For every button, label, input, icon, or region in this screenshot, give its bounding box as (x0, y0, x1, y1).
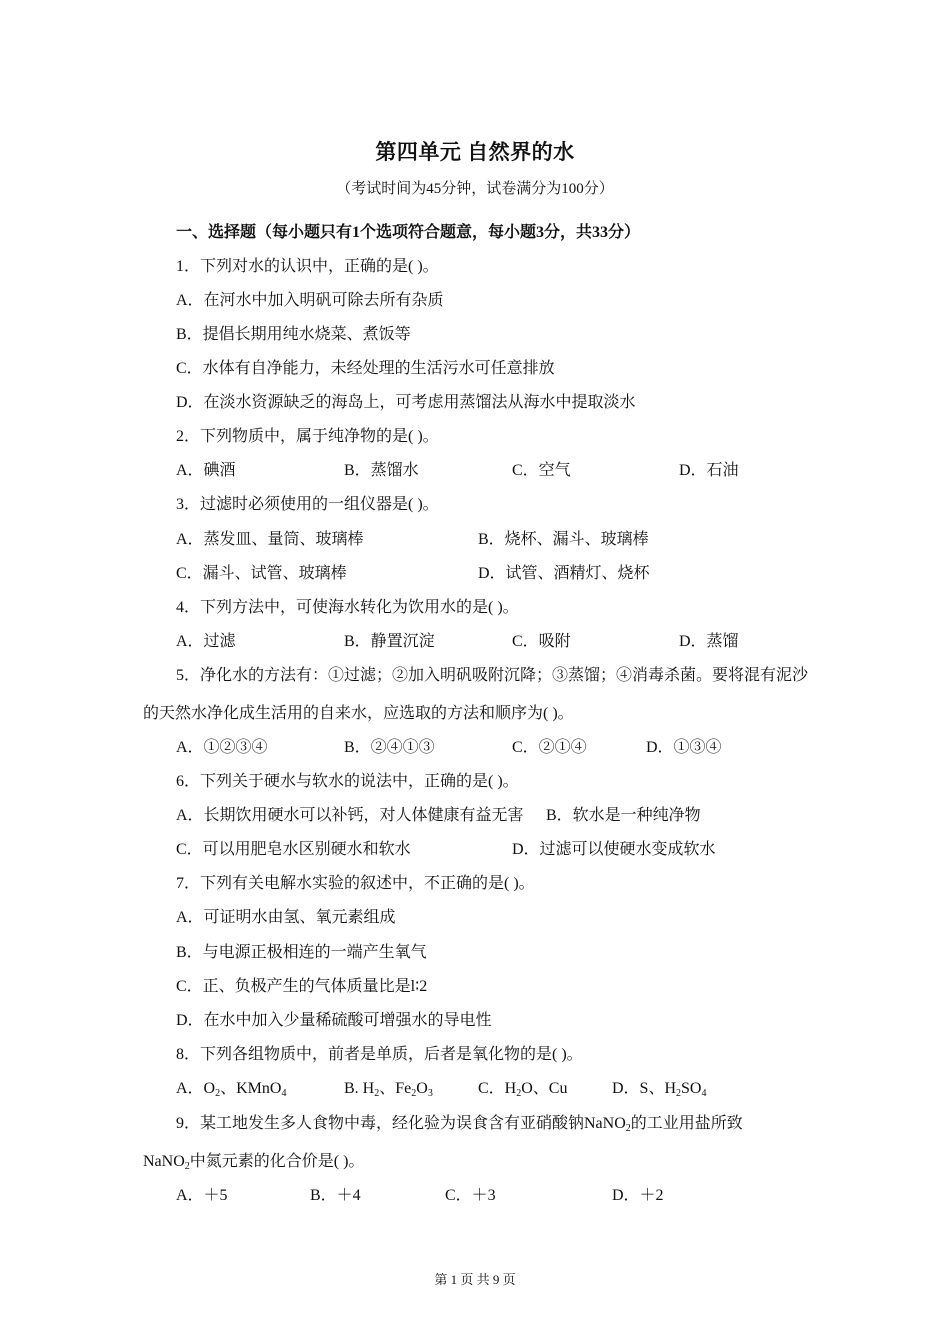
q6-option-c: C．可以用肥皂水区别硬水和软水 (176, 841, 411, 858)
q8-b-text-3: O (416, 1080, 428, 1097)
q9-option-b: B．＋4 (310, 1187, 361, 1204)
q9-text-3: NaNO (143, 1153, 185, 1170)
q7-option-c: C．正、负极产生的气体质量比是l∶2 (176, 978, 428, 995)
exam-info: （考试时间为45分钟，试卷满分为100分） (336, 181, 614, 197)
subscript: 3 (427, 1088, 433, 1099)
q8-d-text: D．S、H (612, 1080, 677, 1097)
question-5-line-2: 的天然水净化成生活用的自来水，应选取的方法和顺序为( )。 (143, 705, 574, 722)
subscript: 4 (281, 1088, 287, 1099)
q5-option-c: C．②①④ (512, 739, 587, 756)
q8-a-text: A．O (176, 1080, 216, 1097)
q8-option-a (176, 1078, 286, 1100)
q8-b-text: B. H (344, 1080, 375, 1097)
q8-a-text-2: 、KMnO (220, 1080, 282, 1097)
question-4: 4．下列方法中，可使海水转化为饮用水的是( )。 (176, 599, 519, 616)
subscript: 4 (701, 1088, 707, 1099)
question-9-line-2 (143, 1151, 364, 1173)
q9-text: 9．某工地发生多人食物中毒，经化验为误食含有亚硝酸钠NaNO (176, 1115, 626, 1132)
question-7: 7．下列有关电解水实验的叙述中，不正确的是( )。 (176, 875, 535, 892)
q3-option-a: A．蒸发皿、量筒、玻璃棒 (176, 531, 364, 548)
q5-option-b: B．②④①③ (344, 739, 435, 756)
question-8: 8．下列各组物质中，前者是单质，后者是氧化物的是( )。 (176, 1046, 583, 1063)
q7-option-b: B．与电源正极相连的一端产生氧气 (176, 944, 427, 961)
q8-c-text: C．H (478, 1080, 517, 1097)
q2-option-c: C．空气 (512, 462, 571, 479)
question-1: 1．下列对水的认识中，正确的是( )。 (176, 258, 439, 275)
question-9-line-1 (176, 1113, 743, 1135)
question-5-line-1: 5．净化水的方法有：①过滤；②加入明矾吸附沉降；③蒸馏；④消毒杀菌。要将混有泥沙 (176, 667, 809, 684)
q4-option-a: A．过滤 (176, 633, 236, 650)
q2-option-a: A．碘酒 (176, 462, 236, 479)
q4-option-b: B．静置沉淀 (344, 633, 435, 650)
q3-option-d: D．试管、酒精灯、烧杯 (478, 565, 650, 582)
q1-option-c: C．水体有自净能力，未经处理的生活污水可任意排放 (176, 360, 555, 377)
q9-option-c: C．＋3 (445, 1187, 496, 1204)
q1-option-d: D．在淡水资源缺乏的海岛上，可考虑用蒸馏法从海水中提取淡水 (176, 394, 636, 411)
q8-option-c (478, 1078, 567, 1100)
q3-option-b: B．烧杯、漏斗、玻璃棒 (478, 531, 649, 548)
q8-option-d (612, 1078, 706, 1100)
question-3: 3．过滤时必须使用的一组仪器是( )。 (176, 496, 439, 513)
subscript: 2 (676, 1088, 682, 1099)
q8-c-text-2: O、Cu (521, 1080, 568, 1097)
q2-option-d: D．石油 (679, 462, 739, 479)
q6-option-d: D．过滤可以使硬水变成软水 (512, 841, 716, 858)
q6-option-b: B．软水是一种纯净物 (546, 807, 701, 824)
q9-text-4: 中氮元素的化合价是( )。 (189, 1153, 365, 1170)
q8-option-b (344, 1078, 433, 1100)
subscript: 2 (516, 1088, 522, 1099)
q4-option-c: C．吸附 (512, 633, 571, 650)
question-2: 2．下列物质中，属于纯净物的是( )。 (176, 428, 439, 445)
q7-option-a: A．可证明水由氢、氧元素组成 (176, 909, 396, 926)
q2-option-b: B．蒸馏水 (344, 462, 419, 479)
q9-text-2: 的工业用盐所致 (630, 1115, 743, 1132)
q4-option-d: D．蒸馏 (679, 633, 739, 650)
section-heading: 一、选择题（每小题只有1个选项符合题意，每小题3分，共33分） (176, 224, 641, 241)
q1-option-a: A．在河水中加入明矾可除去所有杂质 (176, 292, 444, 309)
q9-option-a: A．＋5 (176, 1187, 228, 1204)
question-6: 6．下列关于硬水与软水的说法中，正确的是( )。 (176, 773, 519, 790)
q6-option-a: A．长期饮用硬水可以补钙，对人体健康有益无害 (176, 807, 524, 824)
q1-option-b: B．提倡长期用纯水烧菜、煮饭等 (176, 326, 411, 343)
subscript: 2 (411, 1088, 417, 1099)
subscript: 2 (374, 1088, 380, 1099)
page-title: 第四单元 自然界的水 (375, 140, 575, 164)
q8-b-text-2: 、Fe (379, 1080, 412, 1097)
subscript: 2 (625, 1123, 631, 1134)
q7-option-d: D．在水中加入少量稀硫酸可增强水的导电性 (176, 1012, 492, 1029)
subscript: 2 (215, 1088, 221, 1099)
q3-option-c: C．漏斗、试管、玻璃棒 (176, 565, 347, 582)
q5-option-d: D．①③④ (646, 739, 722, 756)
q5-option-a: A．①②③④ (176, 739, 268, 756)
q9-option-d: D．＋2 (612, 1187, 664, 1204)
subscript: 2 (184, 1161, 190, 1172)
q8-d-text-2: SO (681, 1080, 702, 1097)
page-footer: 第 1 页 共 9 页 (434, 1272, 516, 1287)
